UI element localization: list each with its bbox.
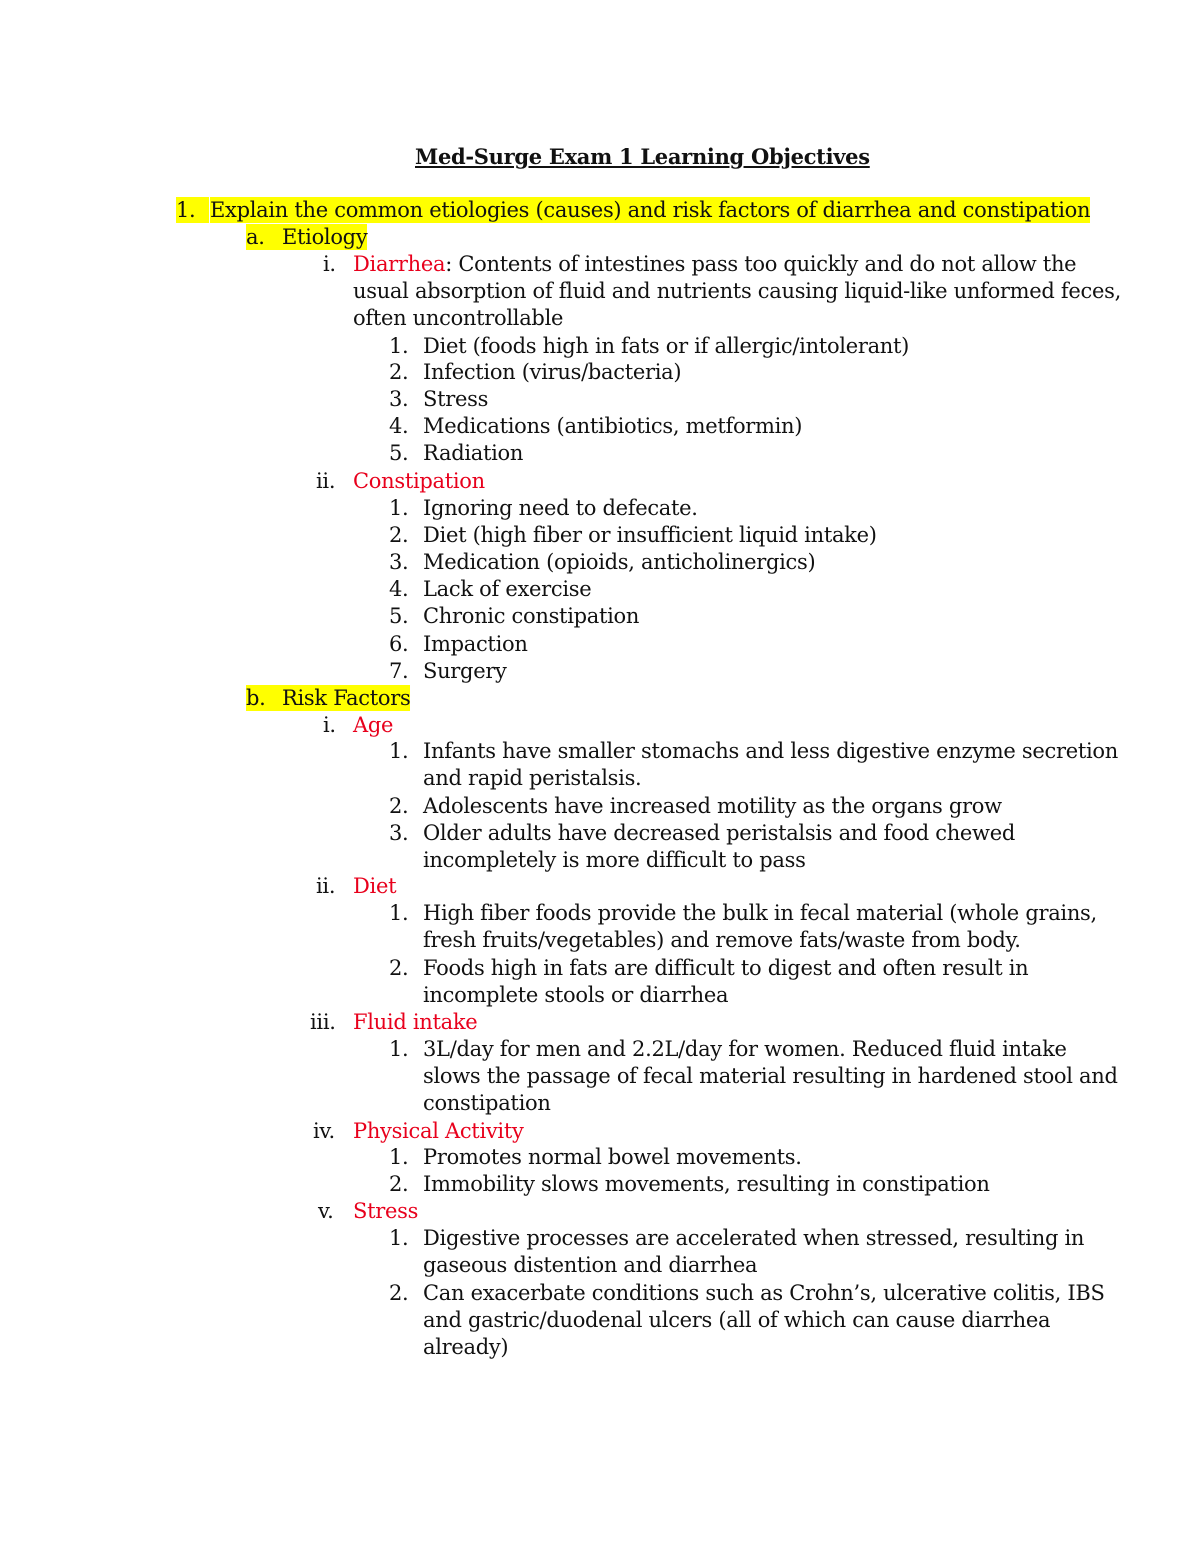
list-item: Promotes normal bowel movements.: [423, 1145, 802, 1169]
age-heading: Age: [353, 713, 394, 737]
list-item: Diet (high fiber or insufficient liquid intake): [423, 523, 877, 547]
list-item-continued: and gastric/duodenal ulcers (all of which can cause diarrhea: [423, 1308, 1051, 1332]
list-number: 5.: [389, 441, 409, 465]
diet-number: ii.: [316, 874, 336, 898]
constipation-heading: Constipation: [353, 469, 485, 493]
list-number: 3.: [389, 550, 409, 574]
list-item: Medication (opioids, anticholinergics): [423, 550, 816, 574]
list-number: 2.: [389, 523, 409, 547]
list-item: Impaction: [423, 632, 528, 656]
list-item: Foods high in fats are difficult to digest and often result in: [423, 956, 1029, 980]
stress-number: v.: [318, 1199, 334, 1223]
list-number: 2.: [389, 794, 409, 818]
risk-factors-number: b.: [246, 685, 286, 711]
list-item: Radiation: [423, 441, 524, 465]
risk-factors-heading: Risk Factors: [282, 686, 411, 710]
list-item-continued: incomplete stools or diarrhea: [423, 983, 729, 1007]
page-title: Med-Surge Exam 1 Learning Objectives: [415, 144, 870, 169]
list-number: 2.: [389, 1281, 409, 1305]
objective-number: 1.: [176, 197, 209, 223]
stress-heading: Stress: [353, 1199, 419, 1223]
diarrhea-desc-text: : Contents of intestines pass too quickly and do not allow the: [445, 252, 1077, 276]
list-item: Can exacerbate conditions such as Crohn’s, ulcerative colitis, IBS: [423, 1281, 1105, 1305]
list-item: Ignoring need to defecate.: [423, 496, 698, 520]
list-number: 1.: [389, 1226, 409, 1250]
list-number: 1.: [389, 334, 409, 358]
list-item: Diet (foods high in fats or if allergic/intolerant): [423, 334, 910, 358]
list-number: 3.: [389, 387, 409, 411]
list-item: Digestive processes are accelerated when stressed, resulting in: [423, 1226, 1085, 1250]
list-number: 1.: [389, 1037, 409, 1061]
list-number: 5.: [389, 604, 409, 628]
diarrhea-heading: Diarrhea: [353, 252, 446, 276]
list-number: 1.: [389, 496, 409, 520]
list-item-continued: constipation: [423, 1091, 551, 1115]
list-item: Infection (virus/bacteria): [423, 360, 682, 384]
list-item-continued: slows the passage of fecal material resulting in hardened stool and: [423, 1064, 1118, 1088]
list-item: Stress: [423, 387, 489, 411]
list-number: 2.: [389, 360, 409, 384]
diarrhea-number: i.: [323, 252, 336, 276]
list-item-continued: fresh fruits/vegetables) and remove fats/waste from body.: [423, 928, 1021, 952]
list-item-continued: incompletely is more difficult to pass: [423, 848, 806, 872]
list-item: Surgery: [423, 659, 507, 683]
list-item: Adolescents have increased motility as the organs grow: [423, 794, 1002, 818]
diarrhea-desc-line: often uncontrollable: [353, 306, 564, 330]
activity-heading: Physical Activity: [353, 1119, 524, 1143]
etiology-heading: Etiology: [282, 225, 368, 249]
list-item: Medications (antibiotics, metformin): [423, 414, 803, 438]
list-number: 2.: [389, 1172, 409, 1196]
list-number: 3.: [389, 821, 409, 845]
fluid-number: iii.: [310, 1010, 336, 1034]
constipation-number: ii.: [316, 469, 336, 493]
age-number: i.: [323, 713, 336, 737]
activity-number: iv.: [313, 1119, 335, 1143]
objective-text: Explain the common etiologies (causes) and risk factors of diarrhea and constipation: [210, 198, 1091, 222]
etiology-number: a.: [246, 224, 285, 250]
list-item-continued: gaseous distention and diarrhea: [423, 1253, 758, 1277]
diarrhea-desc-line: usual absorption of fluid and nutrients causing liquid-like unformed feces,: [353, 279, 1121, 303]
diarrhea-definition-line: [353, 251, 1076, 277]
list-item: 3L/day for men and 2.2L/day for women. Reduced fluid intake: [423, 1037, 1067, 1061]
list-number: 6.: [389, 632, 409, 656]
diet-heading: Diet: [353, 874, 397, 898]
list-number: 4.: [389, 414, 409, 438]
list-number: 1.: [389, 901, 409, 925]
list-item: Lack of exercise: [423, 577, 592, 601]
list-item: Chronic constipation: [423, 604, 640, 628]
list-number: 2.: [389, 956, 409, 980]
list-item: Immobility slows movements, resulting in constipation: [423, 1172, 990, 1196]
list-number: 1.: [389, 739, 409, 763]
list-number: 7.: [389, 659, 409, 683]
fluid-heading: Fluid intake: [353, 1010, 478, 1034]
list-number: 4.: [389, 577, 409, 601]
list-item: High fiber foods provide the bulk in fecal material (whole grains,: [423, 901, 1097, 925]
list-item-continued: already): [423, 1335, 509, 1359]
list-number: 1.: [389, 1145, 409, 1169]
list-item: Older adults have decreased peristalsis and food chewed: [423, 821, 1015, 845]
list-item-continued: and rapid peristalsis.: [423, 766, 642, 790]
list-item: Infants have smaller stomachs and less digestive enzyme secretion: [423, 739, 1118, 763]
